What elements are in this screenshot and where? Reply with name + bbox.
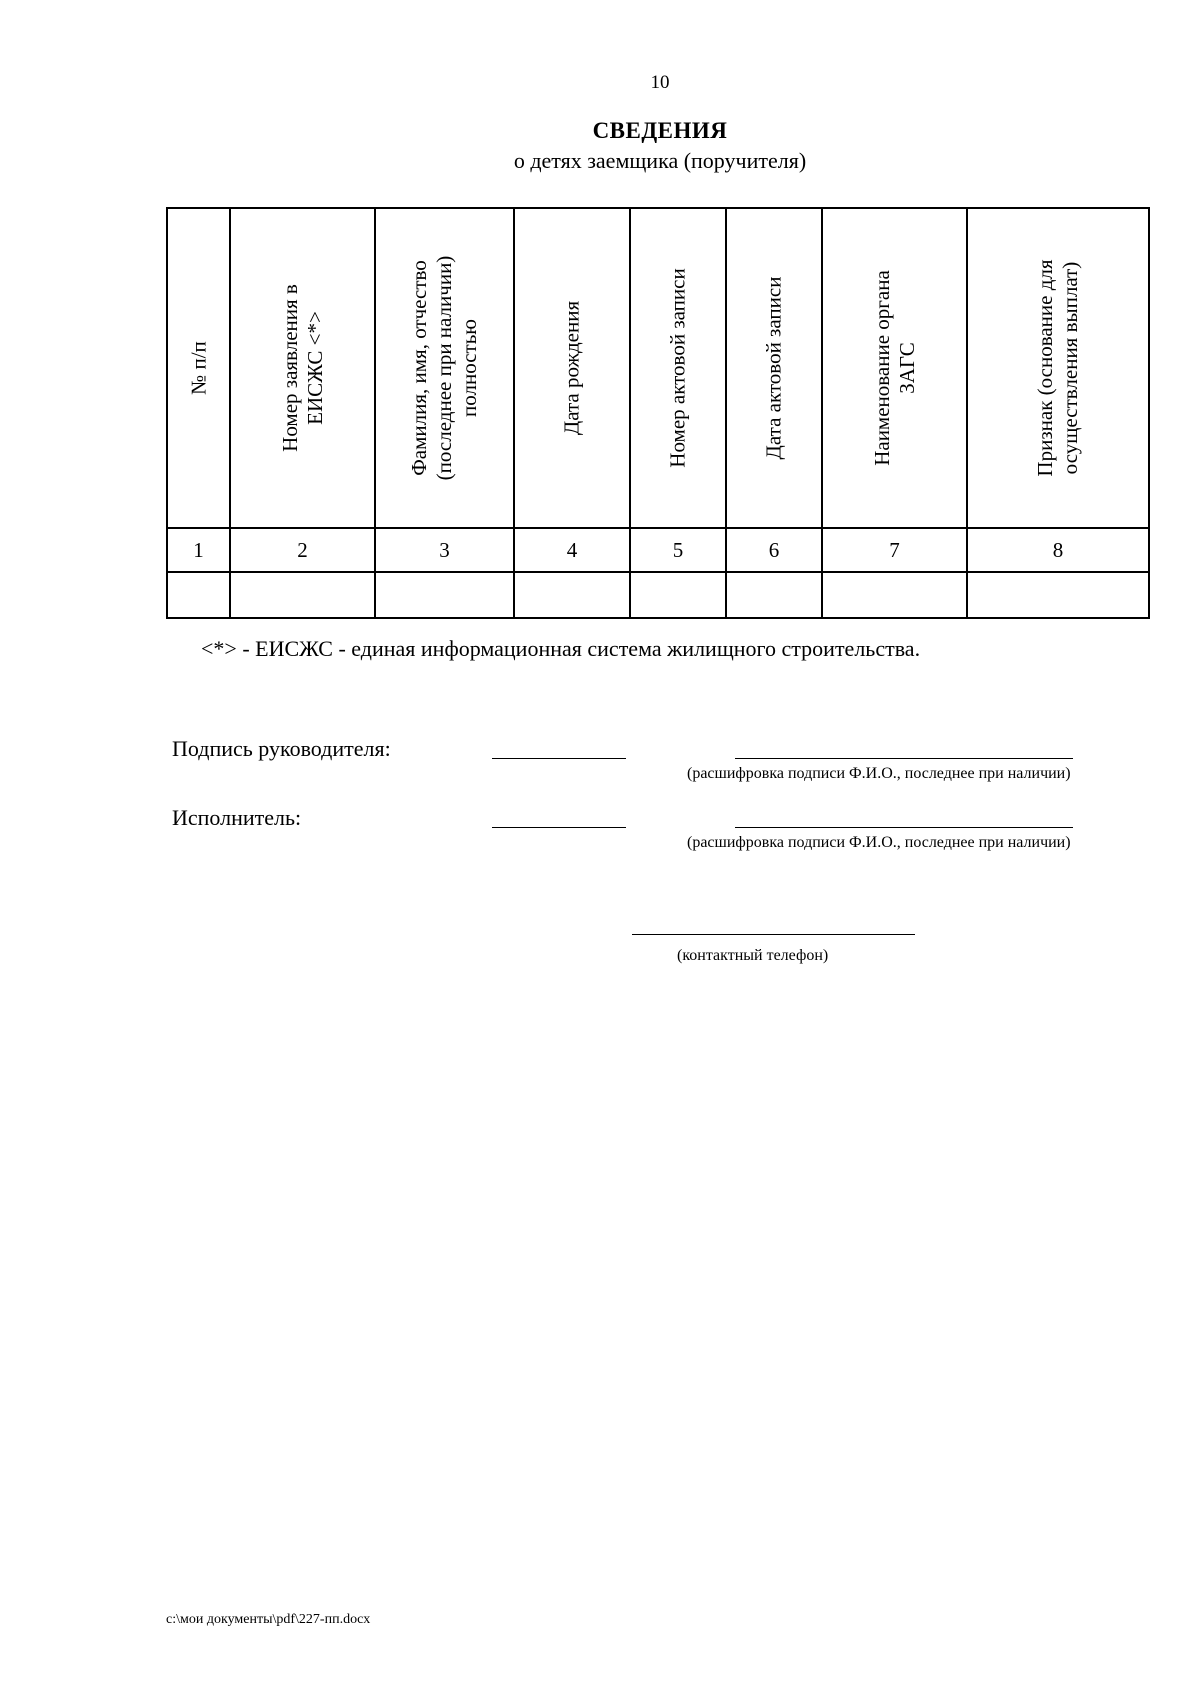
column-number: 2 (230, 528, 375, 572)
head-signature-line (492, 758, 626, 759)
header-label: № п/п (185, 341, 210, 395)
empty-cell (630, 572, 726, 618)
executor-label: Исполнитель: (172, 805, 302, 830)
column-number: 3 (375, 528, 514, 572)
header-cell-application (230, 208, 375, 528)
column-number: 7 (822, 528, 967, 572)
footer-file-path: c:\мои документы\pdf\227-пп.docx (166, 1612, 371, 1627)
header-label: Номер заявления в ЕИСЖС <*> (277, 284, 327, 452)
document-subtitle: о детях заемщика (поручителя) (513, 148, 807, 173)
header-cell-number (167, 208, 230, 528)
header-label: Наименование органа ЗАГС (869, 270, 919, 466)
empty-cell (822, 572, 967, 618)
header-label: Признак (основание для осуществления выплат) (1032, 259, 1082, 477)
executor-signature-caption: (расшифровка подписи Ф.И.О., последнее при наличии) (687, 834, 1071, 851)
column-number: 6 (726, 528, 822, 572)
column-number: 5 (630, 528, 726, 572)
footnote: <*> - ЕИСЖС - единая информационная система жилищного строительства. (201, 636, 921, 661)
table-empty-row (167, 572, 1149, 618)
header-cell-record-date (726, 208, 822, 528)
empty-cell (375, 572, 514, 618)
empty-cell (967, 572, 1149, 618)
executor-name-line (735, 827, 1073, 828)
header-cell-record-number (630, 208, 726, 528)
executor-signature-line (492, 827, 626, 828)
phone-caption: (контактный телефон) (677, 947, 829, 964)
empty-cell (514, 572, 630, 618)
document-title: СВЕДЕНИЯ (592, 118, 728, 143)
page-number: 10 (650, 72, 670, 93)
header-label: Дата рождения (559, 300, 584, 436)
header-label: Номер актовой записи (665, 268, 690, 468)
header-cell-birth-date (514, 208, 630, 528)
empty-cell (726, 572, 822, 618)
header-cell-registry-office (822, 208, 967, 528)
header-label: Фамилия, имя, отчество (последнее при наличии) полностью (406, 255, 482, 481)
head-signature-caption: (расшифровка подписи Ф.И.О., последнее при наличии) (687, 765, 1071, 782)
empty-cell (230, 572, 375, 618)
head-name-line (735, 758, 1073, 759)
column-number: 1 (167, 528, 230, 572)
header-cell-full-name (375, 208, 514, 528)
header-label: Дата актовой записи (761, 276, 786, 460)
empty-cell (167, 572, 230, 618)
children-info-table (166, 207, 1148, 619)
column-number: 4 (514, 528, 630, 572)
column-number: 8 (967, 528, 1149, 572)
head-signature-label: Подпись руководителя: (172, 736, 391, 761)
phone-line (632, 934, 915, 935)
table-header-row (167, 208, 1149, 528)
header-cell-payment-basis (967, 208, 1149, 528)
table-number-row (167, 528, 1149, 572)
